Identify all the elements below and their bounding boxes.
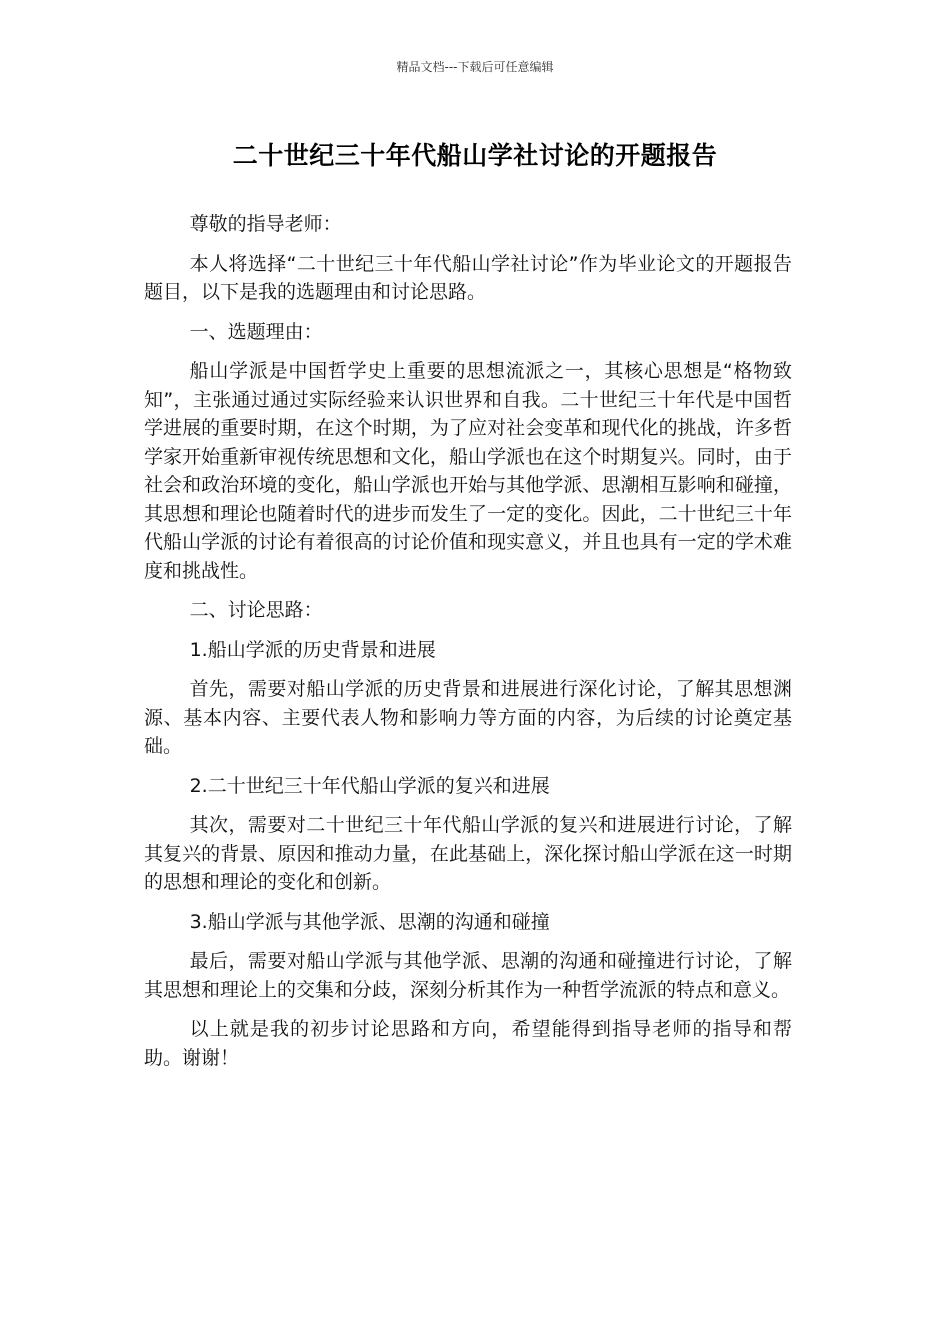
paragraph-3: 最后，需要对船山学派与其他学派、思潮的沟通和碰撞进行讨论，了解其思想和理论上的交集和分歧，深刻分析其作为一种哲学流派的特点和意义。 xyxy=(144,950,792,1001)
document-title: 二十世纪三十年代船山学社讨论的开题报告 xyxy=(232,141,718,170)
closing-paragraph: 以上就是我的初步讨论思路和方向，希望能得到指导老师的指导和帮助。谢谢！ xyxy=(144,1018,792,1069)
section-heading-reasons: 一、选题理由： xyxy=(189,320,323,343)
subheading-1: 1.船山学派的历史背景和进展 xyxy=(189,638,436,661)
paragraph-2: 其次，需要对二十世纪三十年代船山学派的复兴和进展进行讨论，了解其复兴的背景、原因和推动力量，在此基础上，深化探讨船山学派在这一时期的思想和理论的变化和创新。 xyxy=(144,814,792,893)
subheading-2: 2.二十世纪三十年代船山学派的复兴和进展 xyxy=(189,774,550,797)
reasons-paragraph: 船山学派是中国哲学史上重要的思想流派之一，其核心思想是“格物致知”，主张通过通过实际经验来认识世界和自我。二十世纪三十年代是中国哲学进展的重要时期，在这个时期，为了应对社会变革和现代化的挑战，许多哲学家开始重新审视传统思想和文化，船山学派也在这个时期复兴。同时，由于社会和政治环境的变化，船山学派也开始与其他学派、思潮相互影响和碰撞，其思想和理论也随着时代的进步而发生了一定的变化。因此，二十世纪三十年代船山学派的讨论有着很高的讨论价值和现实意义，并且也具有一定的学术难度和挑战性。 xyxy=(144,360,792,582)
section-heading-approach: 二、讨论思路： xyxy=(189,599,323,621)
paragraph-1: 首先，需要对船山学派的历史背景和进展进行深化讨论，了解其思想渊源、基本内容、主要代表人物和影响力等方面的内容，为后续的讨论奠定基础。 xyxy=(144,678,792,757)
subheading-3: 3.船山学派与其他学派、思潮的沟通和碰撞 xyxy=(189,910,550,933)
salutation: 尊敬的指导老师： xyxy=(189,213,342,235)
intro-paragraph: 本人将选择“二十世纪三十年代船山学社讨论”作为毕业论文的开题报告题目，以下是我的选题理由和讨论思路。 xyxy=(144,252,792,303)
document-body xyxy=(144,210,792,1083)
header-note: 精品文档---下载后可任意编辑 xyxy=(396,60,554,74)
